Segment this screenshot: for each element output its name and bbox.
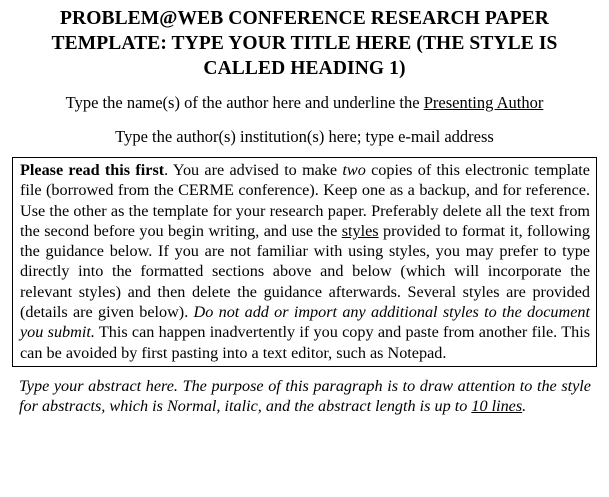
guidance-styles-link: styles [341, 221, 379, 240]
guidance-text-4: This can happen inadvertently if you copy and paste from another file. This can be avoided by first pasting into a text editor, such as Notepad. [20, 323, 590, 362]
guidance-italic-two: two [342, 161, 366, 179]
guidance-box[interactable] [12, 157, 597, 367]
guidance-text-2: copies of this electronic template file (borrowed from the CERME conference). Keep one as a backup, and for reference. Use the other as the template for your research paper. Preferably delete all the text from the second before you begin writing, and use the [20, 161, 590, 240]
author-text: Type the name(s) of the author here and underline the [65, 93, 424, 112]
institution-line[interactable]: Type the author(s) institution(s) here; type e-mail address [115, 127, 494, 146]
guidance-italic-warning: Do not add or import any additional styles to the document you submit. [20, 303, 590, 342]
abstract-paragraph[interactable] [12, 376, 597, 417]
author-line[interactable] [12, 93, 597, 113]
abstract-end: . [522, 397, 527, 416]
abstract-limit: 10 lines [471, 397, 523, 416]
presenting-author: Presenting Author [423, 93, 544, 112]
guidance-text-1: . You are advised to make [164, 161, 343, 179]
guidance-bold-lead: Please read this first [20, 161, 165, 179]
document-page [0, 6, 609, 497]
guidance-text-3: provided to format it, following the guidance below. If you are not familiar with using styles, you may prefer to type directly into the formatted sections above and below (which will incorporate the relevant styles) and then delete the guidance afterwards. Several styles are provided (details are given below). [20, 221, 590, 322]
abstract-text: Type your abstract here. The purpose of this paragraph is to draw attention to the style for abstracts, which is Normal, italic, and the abstract length is up to [19, 376, 591, 416]
paper-title[interactable]: PROBLEM@WEB CONFERENCE RESEARCH PAPER TEMPLATE: TYPE YOUR TITLE HERE (THE STYLE IS CALLED HEADING 1) [51, 8, 558, 79]
